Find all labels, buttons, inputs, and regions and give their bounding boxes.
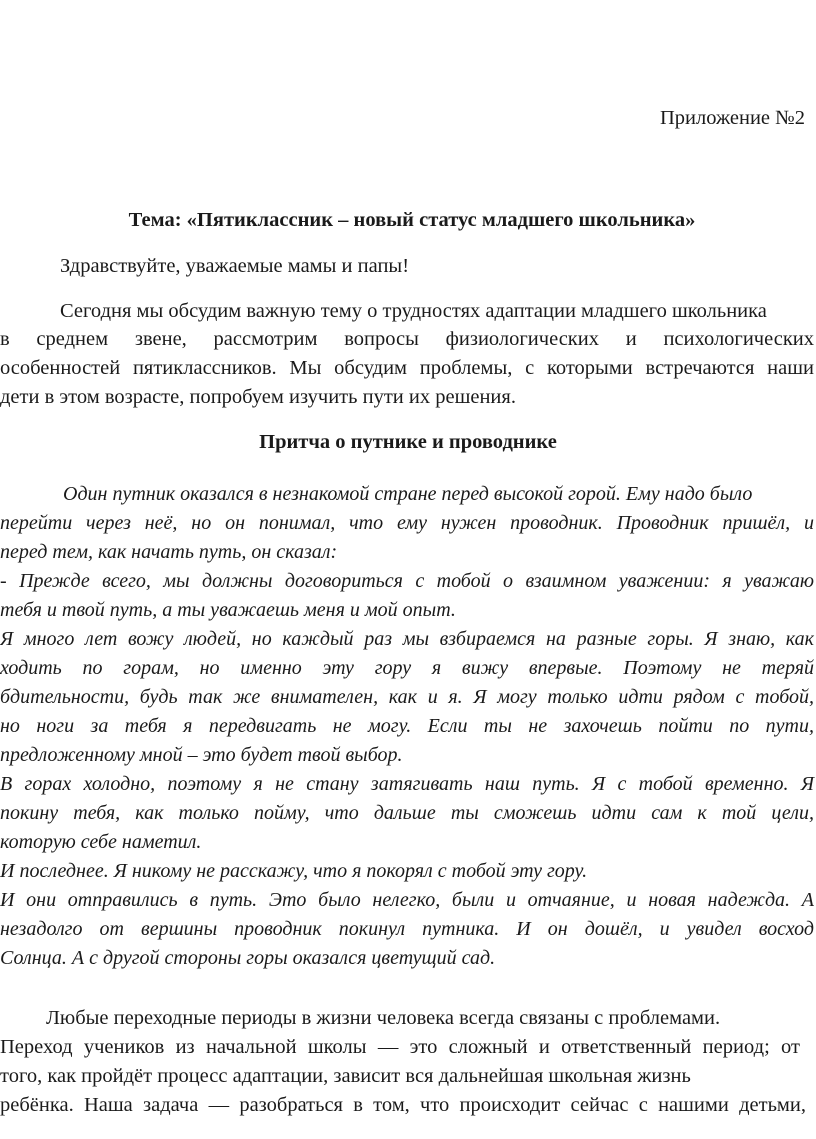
parable-line: тебя и твой путь, а ты уважаешь меня и мой опыт. <box>0 599 456 621</box>
closing-line: ребёнка. Наша задача — разобраться в том, что происходит сейчас с нашими детьми, <box>0 1094 806 1116</box>
intro-line: в среднем звене, рассмотрим вопросы физиологических и психологических <box>0 328 814 350</box>
parable-line: Один путник оказался в незнакомой стране перед высокой горой. Ему надо было <box>63 483 753 505</box>
appendix-label: Приложение №2 <box>660 107 805 129</box>
parable-line: бдительности, будь так же внимателен, как и я. Я могу только идти рядом с тобой, <box>0 686 814 708</box>
parable-line: - Прежде всего, мы должны договориться с тобой о взаимном уважении: я уважаю <box>0 570 814 592</box>
greeting: Здравствуйте, уважаемые мамы и папы! <box>60 255 410 277</box>
parable-line: И они отправились в путь. Это было нелегко, были и отчаяние, и новая надежда. А <box>0 889 814 911</box>
intro-line: дети в этом возрасте, попробуем изучить пути их решения. <box>0 386 516 408</box>
parable-line: Солнца. А с другой стороны горы оказался цветущий сад. <box>0 947 496 969</box>
parable-line: покину тебя, как только пойму, что дальше ты сможешь идти сам к той цели, <box>0 802 814 824</box>
closing-line: Любые переходные периоды в жизни человека всегда связаны с проблемами. <box>46 1007 721 1029</box>
parable-line: ходить по горам, но именно эту гору я вижу впервые. Поэтому не теряй <box>0 657 814 679</box>
parable-line: И последнее. Я никому не расскажу, что я покорял с тобой эту гору. <box>0 860 588 882</box>
closing-line: того, как пройдёт процесс адаптации, зависит вся дальнейшая школьная жизнь <box>0 1065 691 1087</box>
intro-line: особенностей пятиклассников. Мы обсудим проблемы, с которыми встречаются наши <box>0 357 814 379</box>
parable-line: В горах холодно, поэтому я не стану затягивать наш путь. Я с тобой временно. Я <box>0 773 814 795</box>
parable-line: незадолго от вершины проводник покинул путника. И он дошёл, и увидел восход <box>0 918 814 940</box>
parable-title: Притча о путнике и проводнике <box>259 431 557 453</box>
parable-line: которую себе наметил. <box>0 831 202 853</box>
parable-line: Я много лет вожу людей, но каждый раз мы взбираемся на разные горы. Я знаю, как <box>0 628 814 650</box>
closing-line: Переход учеников из начальной школы — это сложный и ответственный период; от <box>0 1036 800 1058</box>
topic-heading: Тема: «Пятиклассник – новый статус младшего школьника» <box>128 209 696 231</box>
intro-line: Сегодня мы обсудим важную тему о трудностях адаптации младшего школьника <box>60 300 767 322</box>
parable-line: перед тем, как начать путь, он сказал: <box>0 541 338 563</box>
parable-line: предложенному мной – это будет твой выбор. <box>0 744 403 766</box>
parable-line: но ноги за тебя я передвигать не могу. Если ты не захочешь пойти по пути, <box>0 715 814 737</box>
parable-line: перейти через неё, но он понимал, что ему нужен проводник. Проводник пришёл, и <box>0 512 814 534</box>
